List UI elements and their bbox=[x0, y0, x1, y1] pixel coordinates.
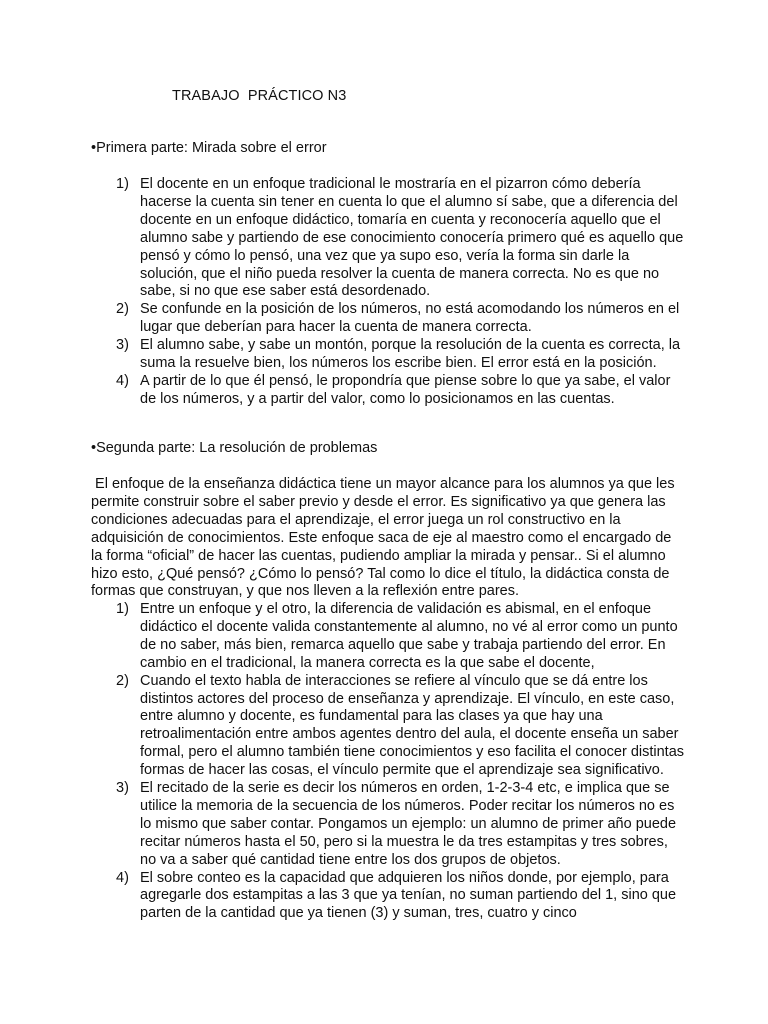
list-item-line: lugar que deberían para hacer la cuenta de manera correcta. bbox=[140, 319, 532, 336]
list-item-line: recitar números hasta el 50, pero si la muestra le da tres estampitas y tres sobres, bbox=[140, 833, 668, 850]
list-item-line: formas de hacer las cosas, el vínculo permite que el aprendizaje sea significativo. bbox=[140, 762, 664, 779]
list-item-line: alumno sabe y partiendo de ese conocimiento conocería primero qué es aquello que bbox=[140, 229, 684, 246]
list-item-line: agregarle dos estampitas a las 3 que ya tenían, no suman partiendo del 1, sino que bbox=[140, 887, 677, 904]
list-item-line: sabe, si no que ese saber está desordenado. bbox=[140, 283, 431, 300]
paragraph-line: formas que construyan, y que nos lleven a la reflexión entre pares. bbox=[91, 583, 519, 600]
part2-heading: •Segunda parte: La resolución de problemas bbox=[91, 440, 378, 456]
list-item-line: de no saber, más bien, remarca aquello que sabe y trabaja partiendo del error. En bbox=[140, 636, 666, 653]
list-item-line: no va a saber qué cantidad tiene entre los dos grupos de objetos. bbox=[140, 851, 561, 868]
list-item-line: suma la resuelve bien, los números los escribe bien. El error está en la posición. bbox=[140, 355, 657, 371]
list-item-line: docente en un enfoque didáctico, tomaría en cuenta y reconocería aquello que el bbox=[140, 211, 661, 228]
list-item-line: lo mismo que saber contar. Pongamos un ejemplo: un alumno de primer año puede bbox=[140, 815, 677, 832]
list-item-line: Cuando el texto habla de interacciones se refiere al vínculo que se dá entre los bbox=[140, 672, 648, 689]
list-item-line: cambio en el tradicional, la manera correcta es la que sabe el docente, bbox=[140, 654, 595, 671]
list-item-line: hacerse la cuenta sin tener en cuenta lo que el alumno sí sabe, que a diferencia del bbox=[140, 193, 678, 210]
list-item-line: utilice la memoria de la secuencia de los números. Poder recitar los números no es bbox=[140, 797, 675, 814]
list-item-line: parten de la cantidad que ya tienen (3) y suman, tres, cuatro y cinco bbox=[140, 905, 577, 922]
list-item-line: retroalimentación entre ambos agentes dentro del aula, el docente enseña un saber bbox=[140, 726, 679, 743]
document-title: TRABAJO PRÁCTICO N3 bbox=[172, 88, 347, 104]
list-item-line: formal, pero el alumno también tiene conocimientos y eso facilita el conocer distintas bbox=[140, 744, 685, 761]
list-item-number: 1) bbox=[116, 176, 129, 192]
list-item-line: El sobre conteo es la capacidad que adquieren los niños donde, por ejemplo, para bbox=[140, 869, 669, 886]
list-item-line: A partir de lo que él pensó, le propondría que piense sobre lo que ya sabe, el valor bbox=[140, 372, 671, 389]
list-item-line: solución, que el niño pueda resolver la cuenta de manera correcta. No es que no bbox=[140, 265, 660, 282]
list-item-line: didáctico el docente valida constantemente al alumno, no vé al error como un punto bbox=[140, 618, 678, 635]
paragraph-line: hizo esto, ¿Qué pensó? ¿Cómo lo pensó? Tal como lo dice el título, la didáctica consta de bbox=[91, 565, 670, 582]
list-item-line: El recitado de la serie es decir los números en orden, 1-2-3-4 etc, e implica que se bbox=[140, 780, 670, 796]
list-item-number: 1) bbox=[116, 601, 129, 617]
list-item-number: 4) bbox=[116, 372, 129, 389]
paragraph-line: la forma “oficial” de hacer las cuentas, pudiendo ampliar la mirada y pensar.. Si el alumno bbox=[91, 547, 666, 564]
list-item-number: 4) bbox=[116, 869, 129, 886]
list-item-number: 3) bbox=[116, 337, 129, 354]
list-item-line: pensó y cómo lo pensó, una vez que ya supo eso, vería la forma sin darle la bbox=[140, 247, 630, 264]
list-item-number: 3) bbox=[116, 780, 129, 796]
list-item-line: Entre un enfoque y el otro, la diferencia de validación es abismal, en el enfoque bbox=[140, 601, 652, 617]
paragraph-line: El enfoque de la enseñanza didáctica tiene un mayor alcance para los alumnos ya que les bbox=[91, 476, 675, 492]
paragraph-line: permite construir sobre el saber previo y desde el error. Es significativo ya que genera las bbox=[91, 493, 666, 510]
list-item-number: 2) bbox=[116, 301, 129, 318]
part1-heading: •Primera parte: Mirada sobre el error bbox=[91, 140, 327, 156]
paragraph-line: adquisición de conocimientos. Este enfoque saca de eje al maestro como el encargado de bbox=[91, 529, 672, 546]
list-item-line: Se confunde en la posición de los números, no está acomodando los números en el bbox=[140, 301, 680, 318]
list-item-line: entre alumno y docente, es fundamental para las clases ya que hay una bbox=[140, 708, 603, 725]
paragraph-line: condiciones adecuadas para el aprendizaje, el error juega un rol constructivo en la bbox=[91, 511, 621, 528]
list-item-line: El alumno sabe, y sabe un montón, porque la resolución de la cuenta es correcta, la bbox=[140, 337, 681, 354]
list-item-line: El docente en un enfoque tradicional le mostraría en el pizarron cómo debería bbox=[140, 176, 641, 192]
list-item-number: 2) bbox=[116, 672, 129, 689]
list-item-line: distintos actores del proceso de enseñanza y aprendizaje. El vínculo, en este caso, bbox=[140, 690, 675, 707]
list-item-line: de los números, y a partir del valor, como lo posicionamos en las cuentas. bbox=[140, 390, 615, 407]
